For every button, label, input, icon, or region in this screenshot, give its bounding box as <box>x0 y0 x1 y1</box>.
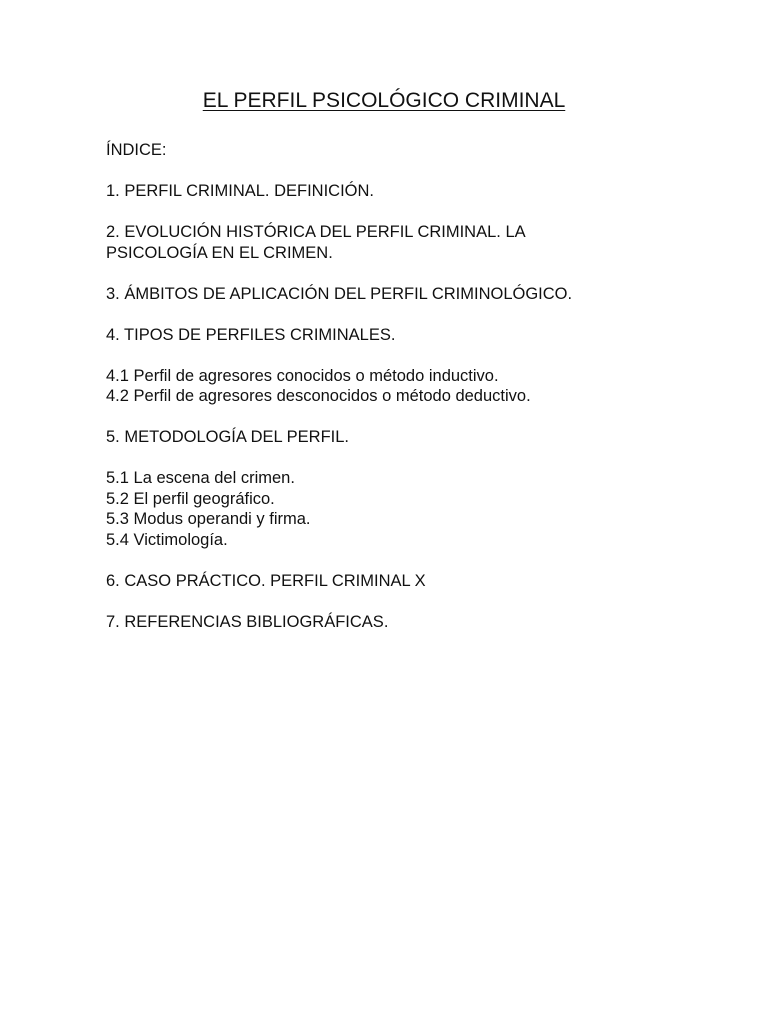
toc-item-5-4: 5.4 Victimología. <box>106 530 228 549</box>
toc-item-2-line-2: PSICOLOGÍA EN EL CRIMEN. <box>106 243 333 262</box>
spacer <box>106 345 706 366</box>
toc-item-7: 7. REFERENCIAS BIBLIOGRÁFICAS. <box>106 612 389 631</box>
spacer <box>106 263 706 284</box>
spacer <box>106 304 706 325</box>
toc-item-2-line-1: 2. EVOLUCIÓN HISTÓRICA DEL PERFIL CRIMINAL. LA <box>106 223 526 241</box>
toc-item-5: 5. METODOLOGÍA DEL PERFIL. <box>106 428 349 446</box>
toc-item-1: 1. PERFIL CRIMINAL. DEFINICIÓN. <box>106 182 375 200</box>
toc-item-4-1: 4.1 Perfil de agresores conocidos o método inductivo. <box>106 366 499 385</box>
index-label: ÍNDICE: <box>106 141 167 159</box>
document-title: EL PERFIL PSICOLÓGICO CRIMINAL <box>202 89 566 112</box>
toc-item-5-3: 5.3 Modus operandi y firma. <box>106 510 311 528</box>
spacer <box>106 591 706 612</box>
toc-item-5-2: 5.2 El perfil geográfico. <box>106 489 275 508</box>
spacer <box>106 550 706 571</box>
spacer <box>106 202 706 223</box>
toc-item-3: 3. ÁMBITOS DE APLICACIÓN DEL PERFIL CRIMINOLÓGICO. <box>106 284 573 303</box>
spacer <box>106 407 706 428</box>
spacer <box>106 448 706 469</box>
toc-item-5-1: 5.1 La escena del crimen. <box>106 469 295 487</box>
toc-item-4: 4. TIPOS DE PERFILES CRIMINALES. <box>106 325 396 344</box>
toc-item-6: 6. CASO PRÁCTICO. PERFIL CRIMINAL X <box>106 571 426 590</box>
toc-item-4-2: 4.2 Perfil de agresores desconocidos o método deductivo. <box>106 387 531 405</box>
table-of-contents <box>106 140 706 632</box>
spacer <box>106 161 706 182</box>
